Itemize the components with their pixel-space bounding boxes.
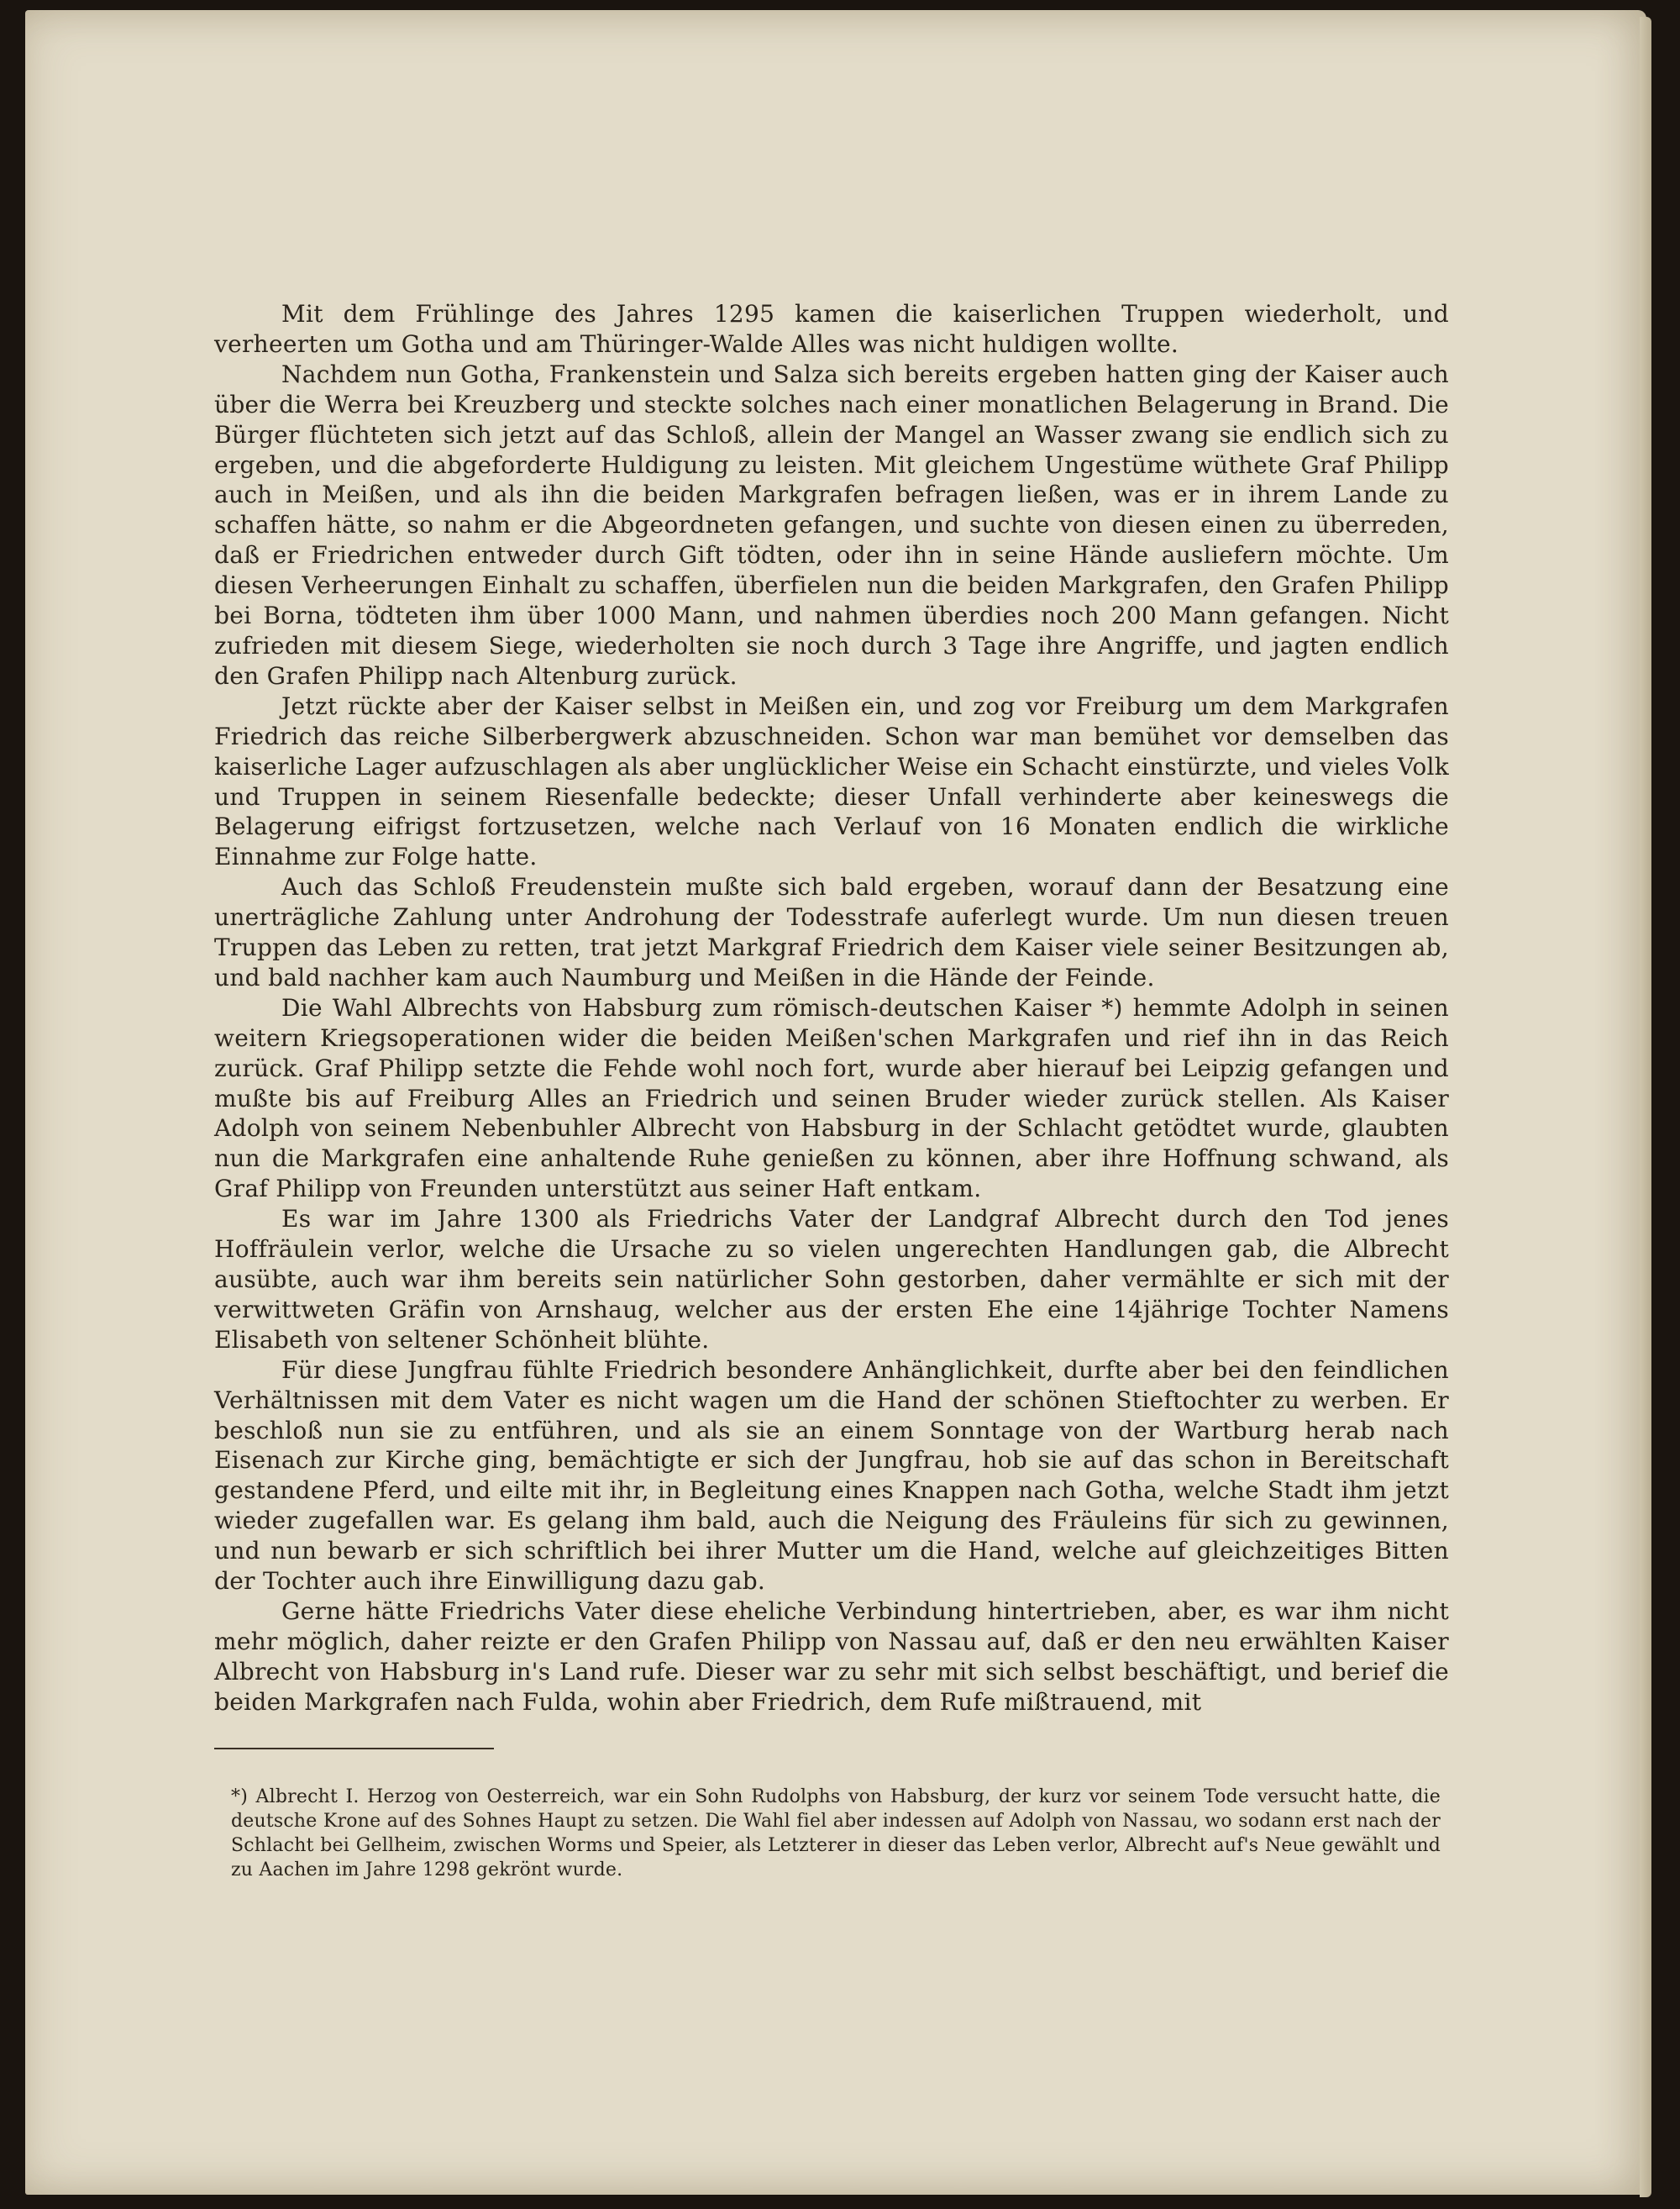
page-edge bbox=[1640, 17, 1651, 2197]
footnote-separator bbox=[214, 1748, 494, 1749]
paragraph: Mit dem Frühlinge des Jahres 1295 kamen die kaiserlichen Truppen wiederholt, und verheerten um Gotha und am Thüringer-Walde Alles was nicht huldigen wollte. bbox=[214, 300, 1449, 358]
paragraph: Die Wahl Albrechts von Habsburg zum römisch-deutschen Kaiser *) hemmte Adolph in seinen weitern Kriegsoperationen wider die beiden Meißen'schen Markgrafen und rief ihn in das Reich zurück. Graf Philipp setzte die Fehde wohl noch fort, wurde aber hierauf bei Leipzig gefangen und mußte bis auf Freiburg Alles an Friedrich und seinen Bruder wieder zurück stellen. Als Kaiser Adolph von seinem Nebenbuhler Albrecht von Habsburg in der Schlacht getödtet wurde, glaubten nun die Markgrafen eine anhaltende Ruhe genießen zu können, aber ihre Hoffnung schwand, als Graf Philipp von Freunden unterstützt aus seiner Haft entkam. bbox=[214, 993, 1449, 1203]
paragraph: Auch das Schloß Freudenstein mußte sich bald ergeben, worauf dann der Besatzung eine unerträgliche Zahlung unter Androhung der Todesstrafe auferlegt wurde. Um nun diesen treuen Truppen das Leben zu retten, trat jetzt Markgraf Friedrich dem Kaiser viele seiner Besitzungen ab, und bald nachher kam auch Naumburg und Meißen in die Hände der Feinde. bbox=[214, 873, 1449, 991]
paragraph: Nachdem nun Gotha, Frankenstein und Salza sich bereits ergeben hatten ging der Kaiser auch über die Werra bei Kreuzberg und steckte solches nach einer monatlichen Belagerung in Brand. Die Bürger flüchteten sich jetzt auf das Schloß, allein der Mangel an Wasser zwang sie endlich sich zu ergeben, und die abgeforderte Huldigung zu leisten. Mit gleichem Ungestüme wüthete Graf Philipp auch in Meißen, und als ihn die beiden Markgrafen befragen ließen, was er in ihrem Lande zu schaffen hätte, so nahm er die Abgeordneten gefangen, und suchte von diesen einen zu überreden, daß er Friedrichen entweder durch Gift tödten, oder ihn in seine Hände ausliefern möchte. Um diesen Verheerungen Einhalt zu schaffen, überfielen nun die beiden Markgrafen, den Grafen Philipp bei Borna, tödteten ihm über 1000 Mann, und nahmen überdies noch 200 Mann gefangen. Nicht zufrieden mit diesem Siege, wiederholten sie noch durch 3 Tage ihre Angriffe, und jagten endlich den Grafen Philipp nach Altenburg zurück. bbox=[214, 360, 1449, 690]
paragraph: Jetzt rückte aber der Kaiser selbst in Meißen ein, und zog vor Freiburg um dem Markgrafen Friedrich das reiche Silberbergwerk abzuschneiden. Schon war man bemühet vor demselben das kaiserliche Lager aufzuschlagen als aber unglücklicher Weise ein Schacht einstürzte, und vieles Volk und Truppen in seinem Riesenfalle bedeckte; dieser Unfall verhinderte aber keineswegs die Belagerung eifrigst fortzusetzen, welche nach Verlauf von 16 Monaten endlich die wirkliche Einnahme zur Folge hatte. bbox=[214, 692, 1449, 871]
main-text bbox=[214, 299, 1449, 1717]
footnote: *) Albrecht I. Herzog von Oesterreich, war ein Sohn Rudolphs von Habsburg, der kurz vor seinem Tode versucht hatte, die deutsche Krone auf des Sohnes Haupt zu setzen. Die Wahl fiel aber indessen auf Adolph von Nassau, wo sodann erst nach der Schlacht bei Gellheim, zwischen Worms und Speier, als Letzterer in dieser das Leben verlor, Albrecht auf's Neue gewählt und zu Aachen im Jahre 1298 gekrönt wurde. bbox=[231, 1786, 1441, 1880]
paragraph: Gerne hätte Friedrichs Vater diese eheliche Verbindung hintertrieben, aber, es war ihm nicht mehr möglich, daher reizte er den Grafen Philipp von Nassau auf, daß er den neu erwählten Kaiser Albrecht von Habsburg in's Land rufe. Dieser war zu sehr mit sich selbst beschäftigt, und berief die beiden Markgrafen nach Fulda, wohin aber Friedrich, dem Rufe mißtrauend, mit bbox=[214, 1596, 1449, 1716]
paragraph: Es war im Jahre 1300 als Friedrichs Vater der Landgraf Albrecht durch den Tod jenes Hoffräulein verlor, welche die Ursache zu so vielen ungerechten Handlungen gab, die Albrecht ausübte, auch war ihm bereits sein natürlicher Sohn gestorben, daher vermählte er sich mit der verwittweten Gräfin von Arnshaug, welcher aus der ersten Ehe eine 14jährige Tochter Namens Elisabeth von seltener Schönheit blühte. bbox=[214, 1205, 1449, 1354]
paragraph: Für diese Jungfrau fühlte Friedrich besondere Anhänglichkeit, durfte aber bei den feindlichen Verhältnissen mit dem Vater es nicht wagen um die Hand der schönen Stieftochter zu werben. Er beschloß nun sie zu entführen, und als sie an einem Sonntage von der Wartburg herab nach Eisenach zur Kirche ging, bemächtigte er sich der Jungfrau, hob sie auf das schon in Bereitschaft gestandene Pferd, und eilte mit ihr, in Begleitung eines Knappen nach Gotha, welche Stadt ihm jetzt wieder zugefallen war. Es gelang ihm bald, auch die Neigung des Fräuleins für sich zu gewinnen, und nun bewarb er sich schriftlich bei ihrer Mutter um die Hand, welche auf gleichzeitiges Bitten der Tochter auch ihre Einwilligung dazu gab. bbox=[214, 1355, 1449, 1596]
